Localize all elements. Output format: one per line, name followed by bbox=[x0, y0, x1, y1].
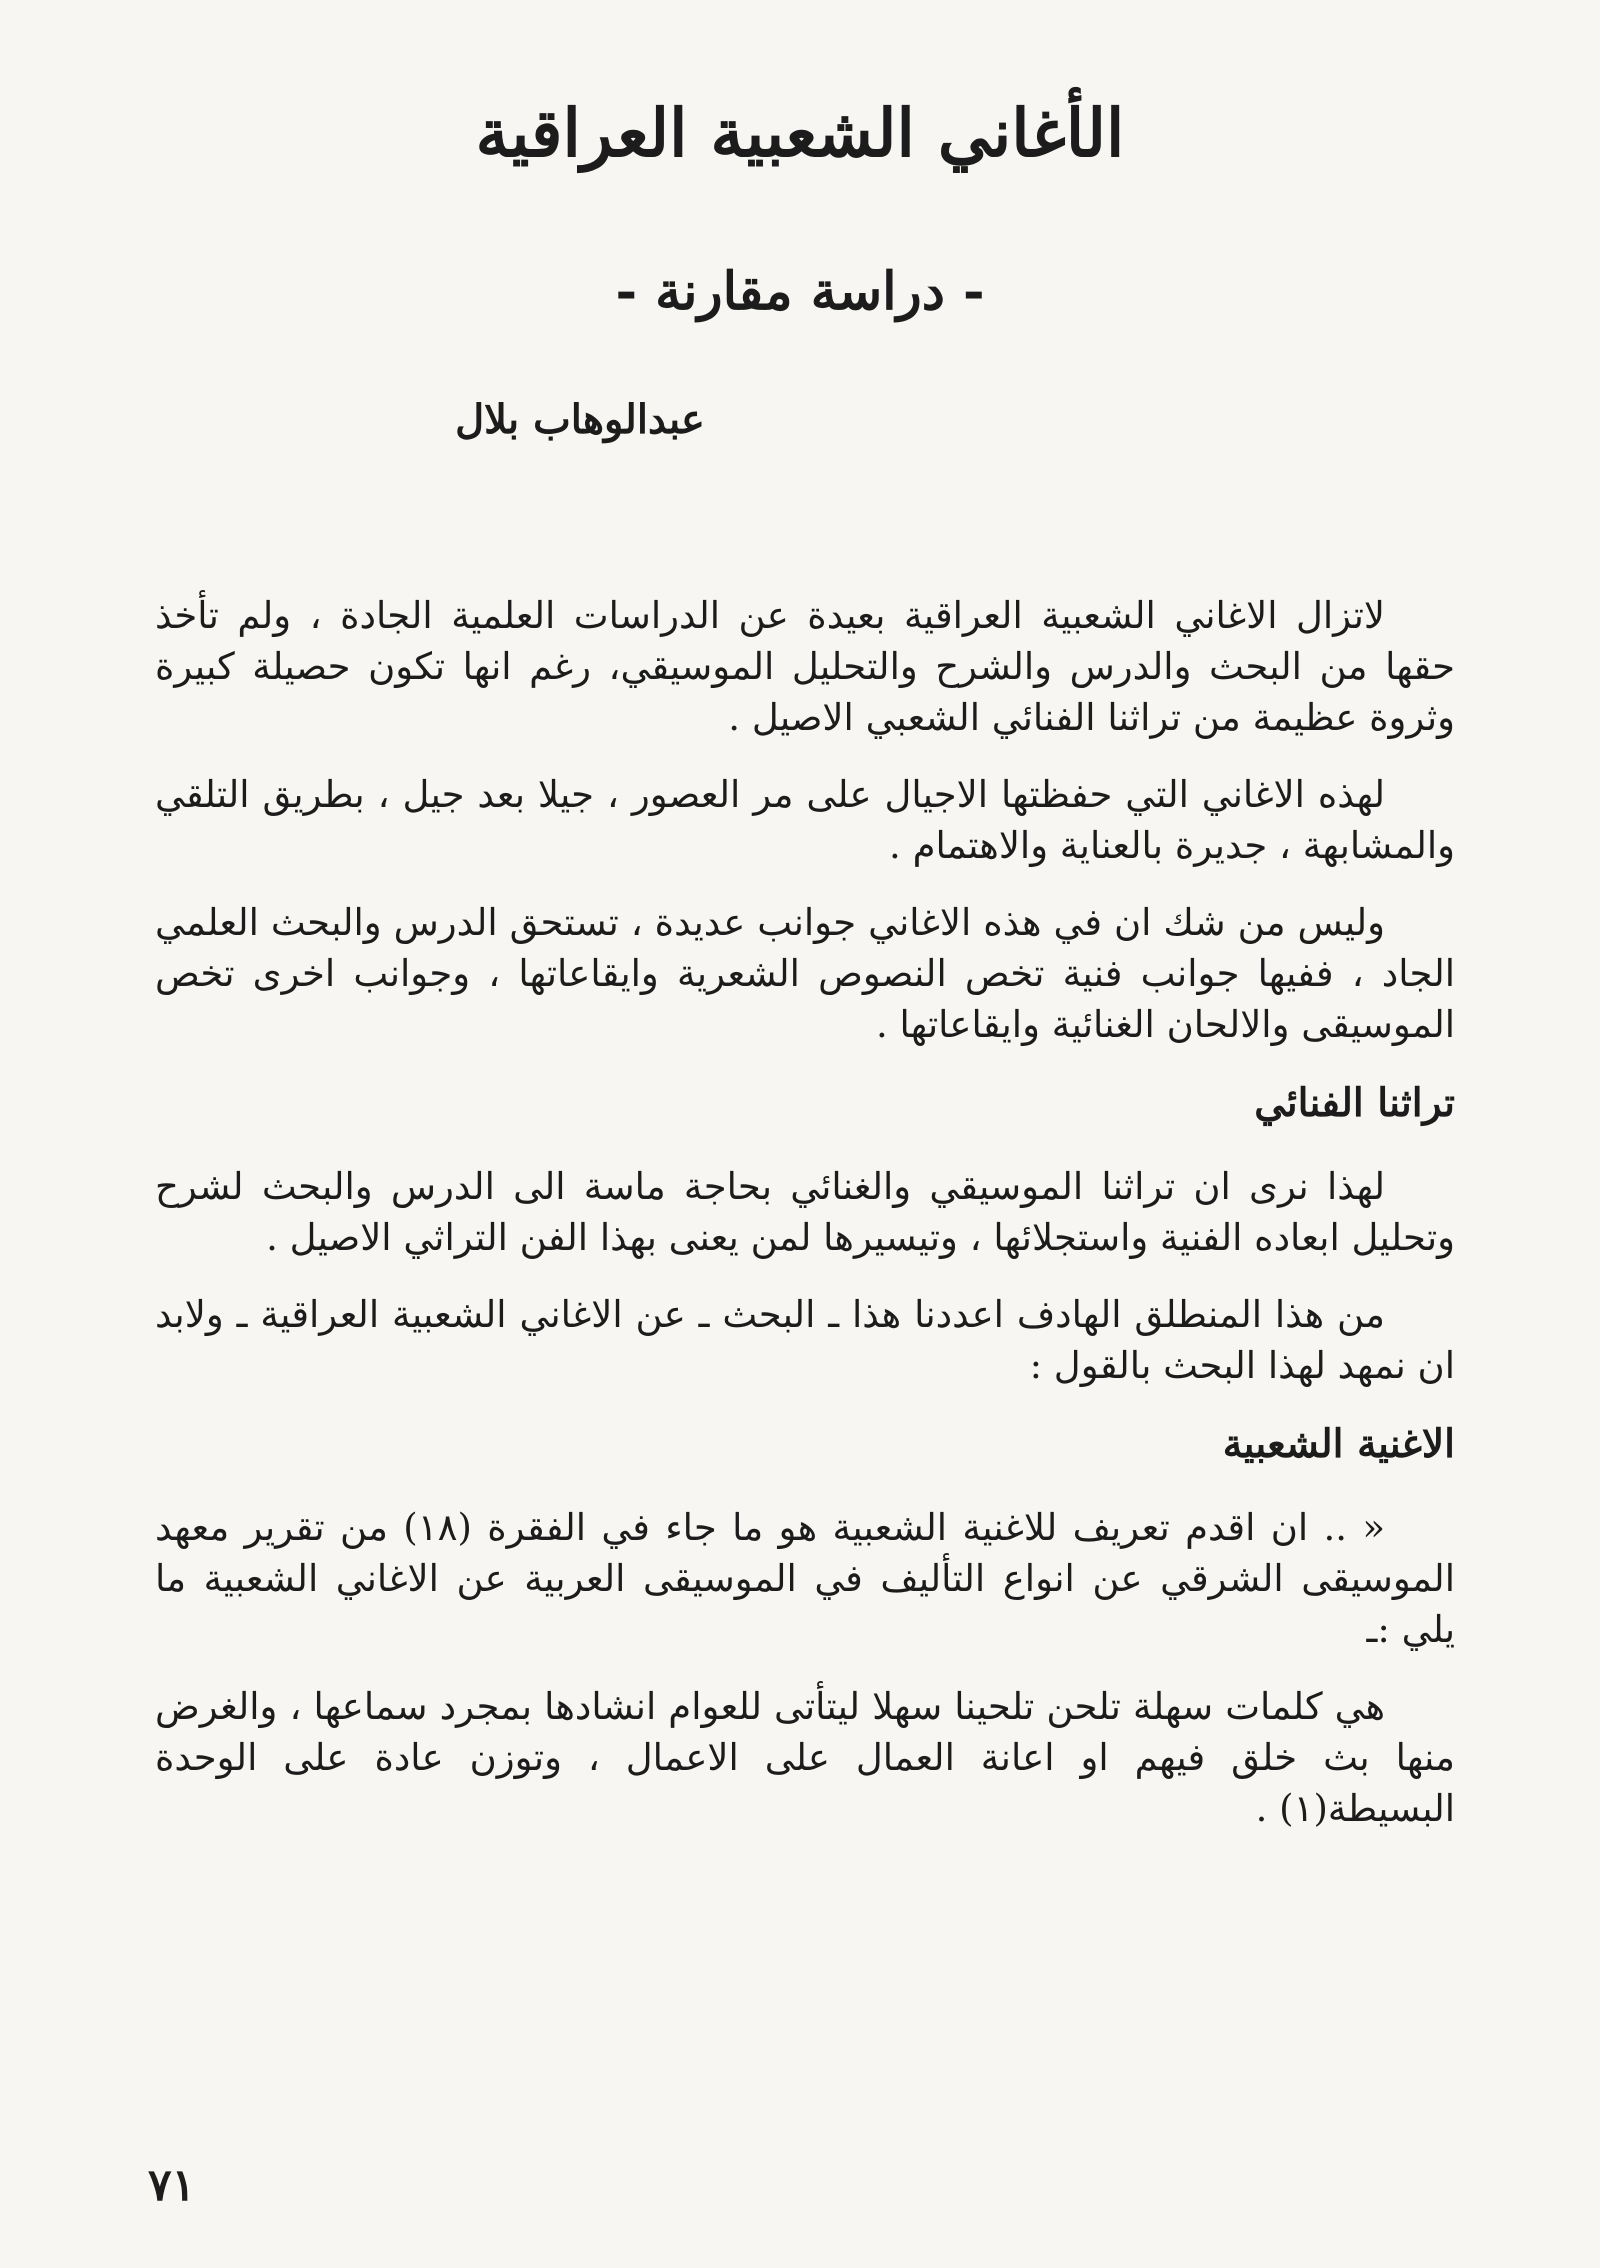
section-heading-heritage: تراثنا الفنائي bbox=[1254, 1080, 1455, 1126]
article-subtitle: - دراسة مقارنة - bbox=[615, 261, 985, 322]
author-name: عبدالوهاب بلال bbox=[455, 396, 705, 443]
paragraph: لاتزال الاغاني الشعبية العراقية بعيدة عن الدراسات العلمية الجادة ، ولم تأخذ حقها من البحث والدرس والشرح والتحليل الموسيقي، رغم انها تكون حصيلة كبيرة وثروة عظيمة من تراثنا الفنائي الشعبي الاصيل . bbox=[155, 594, 1455, 739]
article-title: الأغاني الشعبية العراقية bbox=[475, 94, 1125, 172]
page-number: ٧١ bbox=[148, 2160, 196, 2211]
paragraph: لهذه الاغاني التي حفظتها الاجيال على مر العصور ، جيلا بعد جيل ، بطريق التلقي والمشابهة ، جديرة بالعناية والاهتمام . bbox=[155, 773, 1455, 867]
paragraph: لهذا نرى ان تراثنا الموسيقي والغنائي بحاجة ماسة الى الدرس والبحث لشرح وتحليل ابعاده الفنية واستجلائها ، وتيسيرها لمن يعنى بهذا الفن التراثي الاصيل . bbox=[155, 1165, 1455, 1259]
section-heading-folk-song: الاغنية الشعبية bbox=[1222, 1421, 1455, 1467]
paragraph: هي كلمات سهلة تلحن تلحينا سهلا ليتأتى للعوام انشادها بمجرد سماعها ، والغرض منها بث خلق فيهم او اعانة العمال على الاعمال ، وتوزن عادة على الوحدة البسيطة(١) . bbox=[155, 1685, 1455, 1830]
paragraph: « .. ان اقدم تعريف للاغنية الشعبية هو ما جاء في الفقرة (١٨) من تقرير معهد الموسيقى الشرقي عن انواع التأليف في الموسيقى العربية عن الاغاني الشعبية ما يلي :ـ bbox=[155, 1506, 1455, 1651]
paragraph: وليس من شك ان في هذه الاغاني جوانب عديدة ، تستحق الدرس والبحث العلمي الجاد ، ففيها جوانب فنية تخص النصوص الشعرية وايقاعاتها ، وجوانب اخرى تخص الموسيقى والالحان الغنائية وايقاعاتها . bbox=[155, 901, 1455, 1046]
paragraph: من هذا المنطلق الهادف اعددنا هذا ـ البحث ـ عن الاغاني الشعبية العراقية ـ ولابد ان نمهد لهذا البحث بالقول : bbox=[155, 1293, 1455, 1387]
article-body bbox=[155, 590, 1455, 1860]
